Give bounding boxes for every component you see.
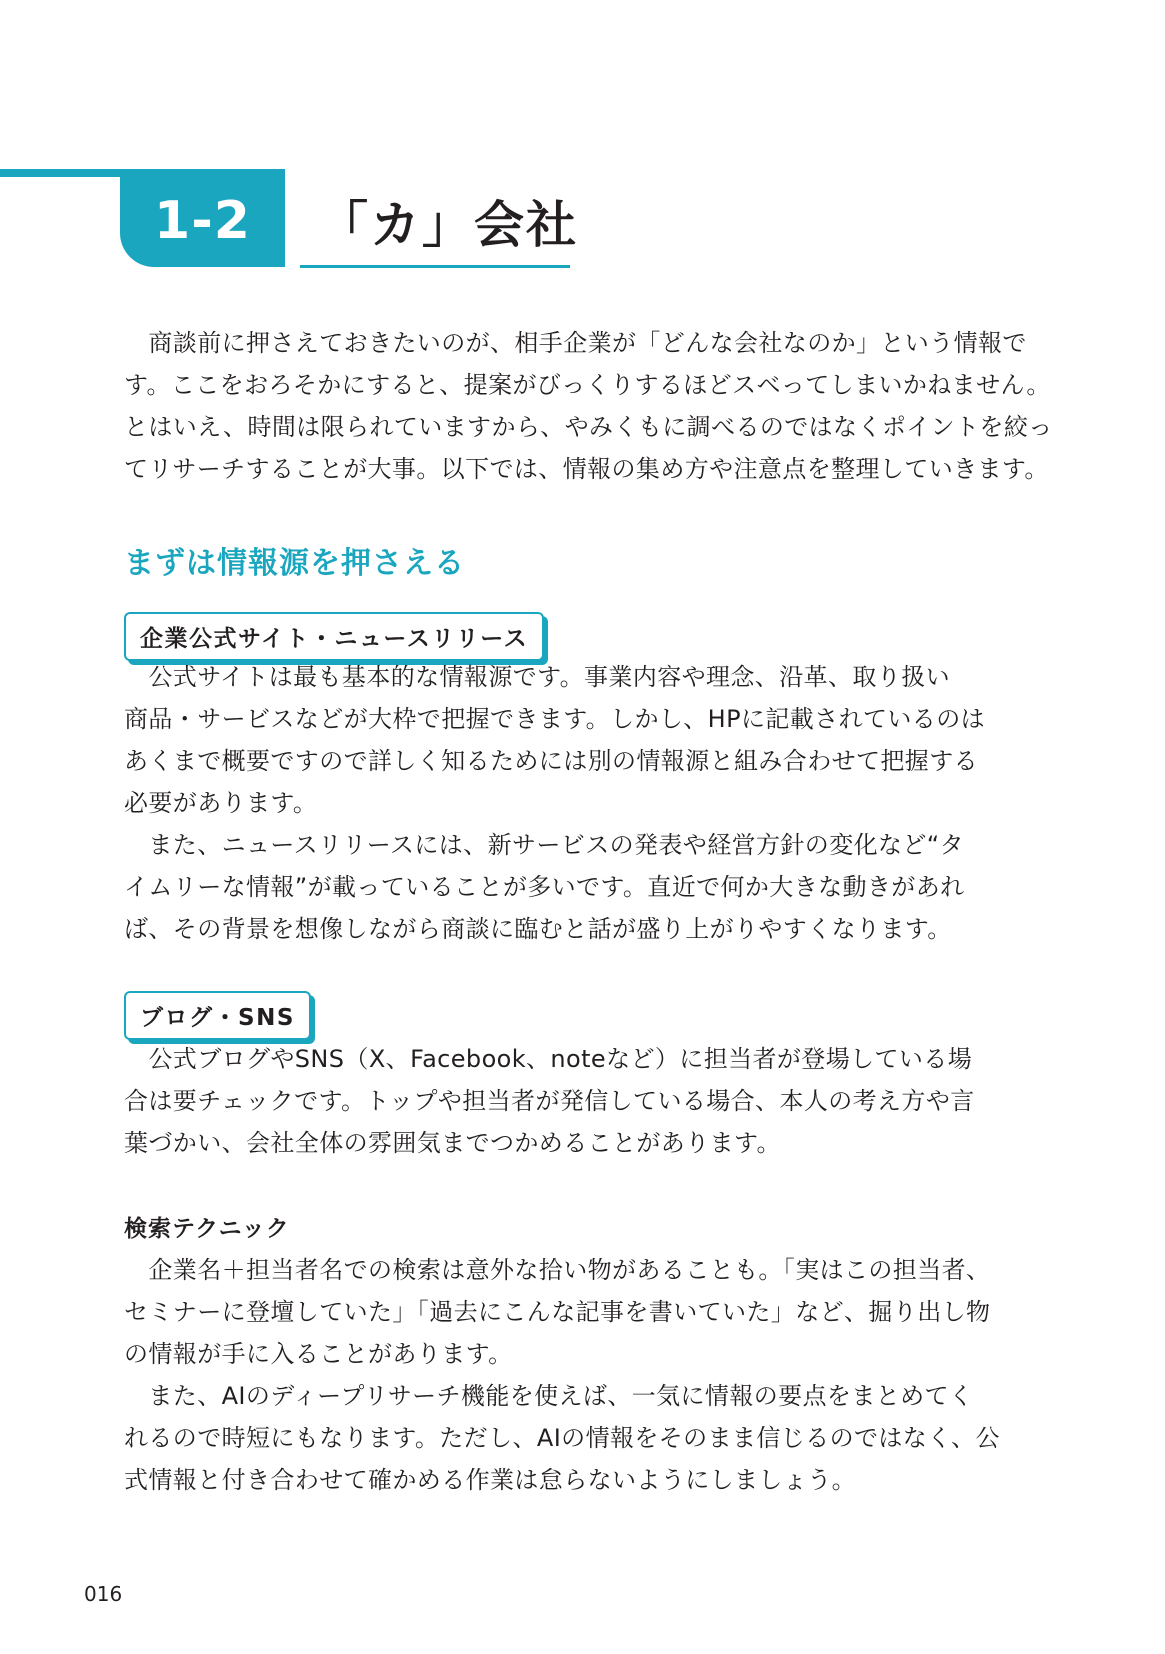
chapter-badge: [120, 169, 285, 267]
intro-line: とはいえ、時間は限られていますから、やみくもに調べるのではなくポイントを絞っ: [124, 413, 1053, 441]
subsection-body-official-site: [124, 656, 1004, 950]
body-line: イムリーな情報”が載っていることが多いです。直近で何か大きな動きがあれ: [124, 873, 965, 901]
body-line: 必要があります。: [124, 789, 318, 817]
body-line: また、ニュースリリースには、新サービスの発表や経営方針の変化など“タ: [124, 831, 965, 859]
technique-heading: 検索テクニック: [124, 1216, 290, 1242]
body-line: 式情報と付き合わせて確かめる作業は怠らないようにしましょう。: [124, 1466, 856, 1494]
body-line: 合は要チェックです。トップや担当者が発信している場合、本人の考え方や言: [124, 1087, 975, 1115]
body-line: 企業名＋担当者名での検索は意外な拾い物があることも。「実はこの担当者、: [124, 1256, 991, 1284]
body-line: 公式サイトは最も基本的な情報源です。事業内容や理念、沿革、取り扱い: [124, 663, 950, 691]
technique-body: [124, 1249, 1004, 1501]
body-line: ば、その背景を想像しながら商談に臨むと話が盛り上がりやすくなります。: [124, 915, 952, 943]
chapter-number: 1-2: [154, 191, 251, 251]
body-line: 公式ブログやSNS（X、Facebook、noteなど）に担当者が登場している場: [124, 1045, 973, 1073]
intro-line: す。ここをおろそかにすると、提案がびっくりするほどスベってしまいかねません。: [124, 371, 1051, 399]
body-line: セミナーに登壇していた」「過去にこんな記事を書いていた」など、掘り出し物: [124, 1298, 991, 1326]
body-line: の情報が手に入ることがあります。: [124, 1340, 513, 1368]
subsection-label-blog-sns: ブログ・SNS: [124, 991, 311, 1040]
chapter-title: 「カ」会社: [318, 196, 578, 254]
intro-line: てリサーチすることが大事。以下では、情報の集め方や注意点を整理していきます。: [124, 455, 1049, 483]
intro-paragraph: [124, 322, 1053, 490]
intro-line: 商談前に押さえておきたいのが、相手企業が「どんな会社なのか」という情報で: [124, 329, 1027, 357]
body-line: あくまで概要ですので詳しく知るためには別の情報源と組み合わせて把握する: [124, 747, 978, 775]
body-line: れるので時短にもなります。ただし、AIの情報をそのまま信じるのではなく、公: [124, 1424, 1000, 1452]
subsection-body-blog-sns: [124, 1038, 1004, 1164]
body-line: 商品・サービスなどが大枠で把握できます。しかし、HPに記載されているのは: [124, 705, 985, 733]
body-line: また、AIのディープリサーチ機能を使えば、一気に情報の要点をまとめてく: [124, 1382, 974, 1410]
body-line: 葉づかい、会社全体の雰囲気までつかめることがあります。: [124, 1129, 781, 1157]
subsection-label-official-site: 企業公式サイト・ニュースリリース: [124, 612, 544, 661]
page-number: 016: [84, 1582, 123, 1606]
title-underline: [300, 265, 570, 268]
section-heading: まずは情報源を押さえる: [124, 546, 465, 581]
